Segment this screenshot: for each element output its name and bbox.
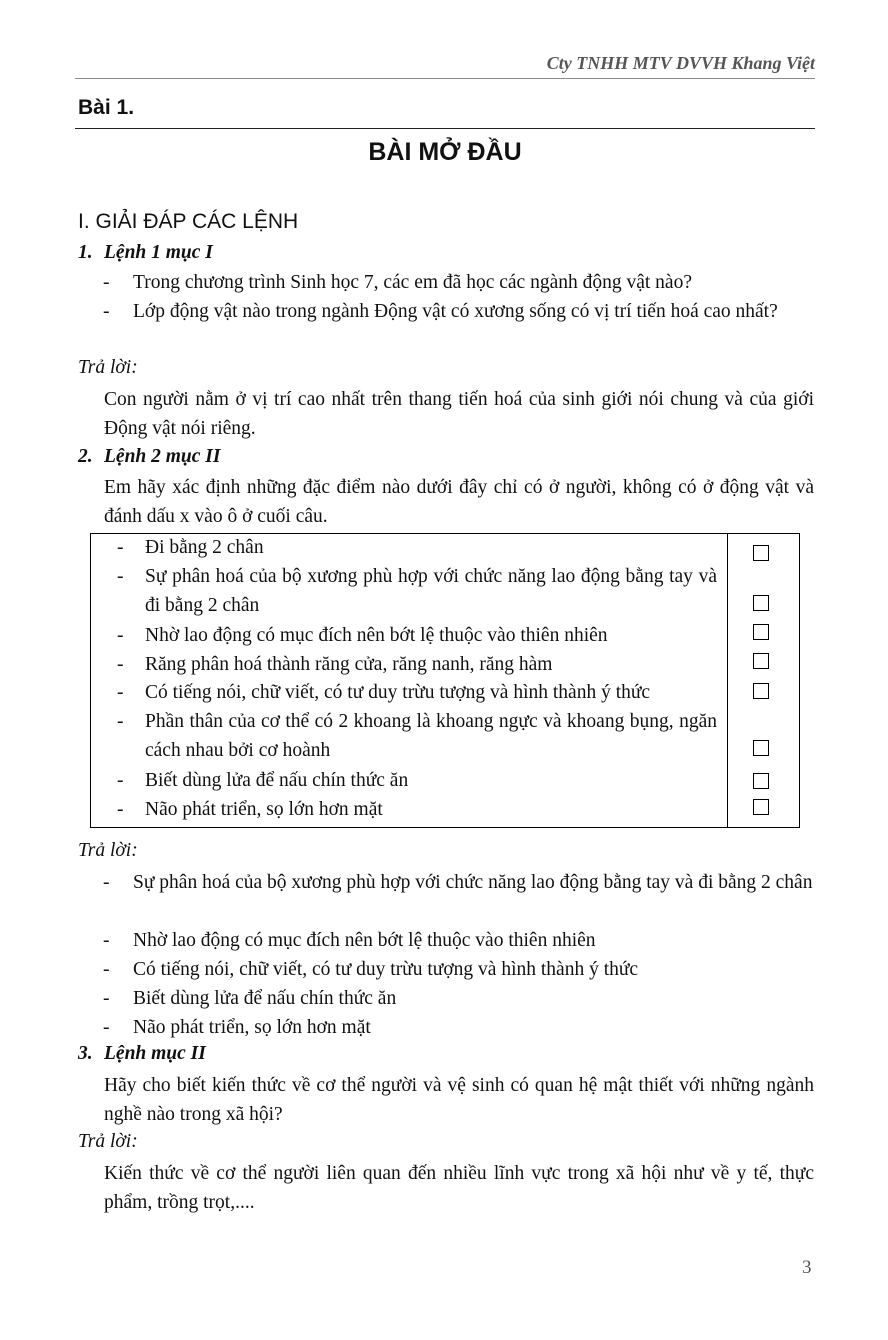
checklist-item-text: Sự phân hoá của bộ xương phù hợp với chức năng lao động bằng tay và đi bằng 2 chân — [145, 566, 717, 616]
running-header: Cty TNHH MTV DVVH Khang Việt — [75, 50, 815, 79]
checkbox[interactable] — [753, 653, 769, 669]
q1-item-text: Trong chương trình Sinh học 7, các em đã học các ngành động vật nào? — [133, 272, 692, 293]
q2-answer-item: - Sự phân hoá của bộ xương phù hợp với chức năng lao động bằng tay và đi bằng 2 chân — [103, 868, 815, 897]
checklist-item: - Não phát triển, sọ lớn hơn mặt — [117, 795, 717, 824]
q1-answer: Con người nằm ở vị trí cao nhất trên thang tiến hoá của sinh giới nói chung và của giới Động vật nói riêng. — [104, 389, 814, 439]
q1-item-text: Lớp động vật nào trong ngành Động vật có xương sống có vị trí tiến hoá cao nhất? — [133, 301, 778, 322]
lesson-divider — [75, 128, 815, 129]
q3-answer: Kiến thức về cơ thể người liên quan đến nhiều lĩnh vực trong xã hội như về y tế, thực phẩm, trồng trọt,.... — [104, 1163, 814, 1213]
q1-title: Lệnh 1 mục I — [104, 242, 213, 263]
q3-answer-label: Trả lời: — [78, 1131, 138, 1152]
q2-answer-item: - Biết dùng lửa để nấu chín thức ăn — [103, 984, 815, 1013]
q2-answer-text: Nhờ lao động có mục đích nên bớt lệ thuộc vào thiên nhiên — [133, 930, 596, 951]
checklist-item: - Răng phân hoá thành răng cửa, răng nanh, răng hàm — [117, 650, 717, 679]
q2-answer-text: Sự phân hoá của bộ xương phù hợp với chức năng lao động bằng tay và đi bằng 2 chân — [133, 872, 813, 893]
checklist-item-text: Phần thân của cơ thể có 2 khoang là khoang ngực và khoang bụng, ngăn cách nhau bởi cơ hoành — [145, 711, 717, 761]
checklist-divider — [727, 533, 728, 828]
page-title: BÀI MỞ ĐẦU — [368, 138, 522, 166]
checklist-item: - Phần thân của cơ thể có 2 khoang là khoang ngực và khoang bụng, ngăn cách nhau bởi cơ hoành — [117, 707, 717, 765]
q2-answer-text: Có tiếng nói, chữ viết, có tư duy trừu tượng và hình thành ý thức — [133, 959, 639, 980]
checkbox[interactable] — [753, 683, 769, 699]
checkbox[interactable] — [753, 740, 769, 756]
checklist-item-text: Có tiếng nói, chữ viết, có tư duy trừu tượng và hình thành ý thức — [145, 682, 651, 703]
q1-item: - Trong chương trình Sinh học 7, các em đã học các ngành động vật nào? — [103, 268, 815, 297]
q2-title: Lệnh 2 mục II — [104, 446, 221, 467]
checklist-item: - Biết dùng lửa để nấu chín thức ăn — [117, 766, 717, 795]
q3-number: 3. — [78, 1043, 93, 1064]
page-number: 3 — [802, 1257, 812, 1278]
checkbox[interactable] — [753, 545, 769, 561]
checkbox[interactable] — [753, 773, 769, 789]
q3-prompt: Hãy cho biết kiến thức về cơ thể người và vệ sinh có quan hệ mật thiết với những ngành nghề nào trong xã hội? — [104, 1075, 814, 1125]
checkbox[interactable] — [753, 595, 769, 611]
q3-title: Lệnh mục II — [104, 1043, 206, 1064]
checkbox[interactable] — [753, 799, 769, 815]
q2-answer-text: Biết dùng lửa để nấu chín thức ăn — [133, 988, 397, 1009]
q2-prompt: Em hãy xác định những đặc điểm nào dưới đây chỉ có ở người, không có ở động vật và đánh dấu x vào ô ở cuối câu. — [104, 477, 814, 527]
checklist-item-text: Não phát triển, sọ lớn hơn mặt — [145, 799, 383, 820]
checklist-item-text: Đi bằng 2 chân — [145, 537, 264, 558]
q1-item: - Lớp động vật nào trong ngành Động vật có xương sống có vị trí tiến hoá cao nhất? — [103, 297, 815, 326]
q2-number: 2. — [78, 446, 93, 467]
checklist-item: - Sự phân hoá của bộ xương phù hợp với chức năng lao động bằng tay và đi bằng 2 chân — [117, 562, 717, 620]
checklist-item-text: Biết dùng lửa để nấu chín thức ăn — [145, 770, 409, 791]
q2-answer-label: Trả lời: — [78, 840, 138, 861]
checklist-item-text: Răng phân hoá thành răng cửa, răng nanh, răng hàm — [145, 654, 553, 675]
q2-answer-item: - Có tiếng nói, chữ viết, có tư duy trừu tượng và hình thành ý thức — [103, 955, 815, 984]
checklist-item: - Nhờ lao động có mục đích nên bớt lệ thuộc vào thiên nhiên — [117, 621, 717, 650]
lesson-label: Bài 1. — [78, 96, 135, 119]
checklist-item: - Đi bằng 2 chân — [117, 533, 717, 562]
q2-answer-item: - Nhờ lao động có mục đích nên bớt lệ thuộc vào thiên nhiên — [103, 926, 815, 955]
q1-answer-label: Trả lời: — [78, 357, 138, 378]
q2-answer-text: Não phát triển, sọ lớn hơn mặt — [133, 1017, 371, 1038]
q1-number: 1. — [78, 242, 93, 263]
checklist-item: - Có tiếng nói, chữ viết, có tư duy trừu tượng và hình thành ý thức — [117, 678, 717, 707]
checklist-item-text: Nhờ lao động có mục đích nên bớt lệ thuộc vào thiên nhiên — [145, 625, 608, 646]
section-heading: I. GIẢI ĐÁP CÁC LỆNH — [78, 210, 299, 233]
checkbox[interactable] — [753, 624, 769, 640]
q2-answer-item: - Não phát triển, sọ lớn hơn mặt — [103, 1013, 815, 1042]
